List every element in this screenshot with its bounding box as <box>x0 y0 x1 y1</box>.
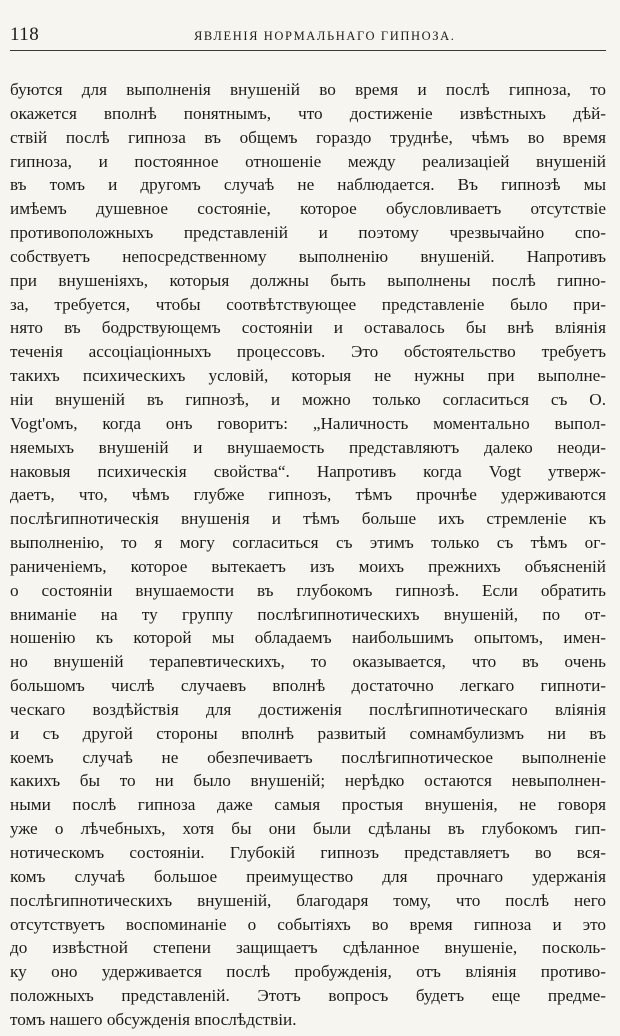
text-line: теченія ассоціаціонныхъ процессовъ. Это обстоятельство требуетъ <box>10 342 606 362</box>
text-line: но внушеній терапевтическихъ, то оказывается, что въ очень <box>10 652 606 672</box>
text-line: томъ нашего обсужденія впослѣдствіи. <box>10 1009 297 1029</box>
text-line: нято въ бодрствующемъ состояніи и оставалось бы внѣ вліянія <box>10 318 606 338</box>
text-line: и съ другой стороны вполнѣ развитый сомнамбулизмъ ни въ <box>10 723 606 743</box>
text-line: няемыхъ внушеній и внушаемость представляютъ далеко неоди- <box>10 437 606 457</box>
text-line: послѣгипнотическія внушенія и тѣмъ больше ихъ стремленіе къ <box>10 509 606 529</box>
text-line: раниченіемъ, которое вытекаетъ изъ моихъ прежнихъ объясненій <box>10 556 606 576</box>
text-line: послѣгипнотическихъ внушеній, благодаря тому, что послѣ него <box>10 890 606 910</box>
running-title: ЯВЛЕНІЯ НОРМАЛЬНАГО ГИПНОЗА. <box>194 29 456 43</box>
text-line: комъ случаѣ большое преимущество для прочнаго удержанія <box>10 866 606 886</box>
text-line: гипноза, и постоянное отношеніе между реализаціей внушеній <box>10 151 606 171</box>
text-line: ку оно удерживается послѣ пробужденія, отъ вліянія противо- <box>10 962 606 982</box>
text-line: о состояніи внушаемости въ глубокомъ гипнозѣ. Если обратить <box>10 580 606 600</box>
page-number: 118 <box>10 24 40 45</box>
page-header <box>10 22 606 51</box>
text-line: окажется вполнѣ понятнымъ, что достиженіе извѣстныхъ дѣй- <box>10 103 606 123</box>
text-line: собствуетъ непосредственному выполненію внушеній. Напротивъ <box>10 246 606 266</box>
text-line: ными послѣ гипноза даже самыя простыя внушенія, не говоря <box>10 795 606 815</box>
text-line: наковыя психическія свойства“. Напротивъ когда Vogt утверж- <box>10 461 606 481</box>
text-line: противоположныхъ представленій и поэтому чрезвычайно спо- <box>10 223 606 243</box>
text-line: Vogt'омъ, когда онъ говоритъ: „Наличность моментально выпол- <box>10 413 606 433</box>
text-line: имѣемъ душевное состояніе, которое обусловливаетъ отсутствіе <box>10 199 606 219</box>
text-line: вниманіе на ту группу послѣгипнотическихъ внушеній, по от- <box>10 604 606 624</box>
text-line: выполненію, то я могу согласиться съ этимъ только съ тѣмъ ог- <box>10 533 606 553</box>
text-line: ствій послѣ гипноза въ общемъ гораздо труднѣе, чѣмъ во время <box>10 127 606 147</box>
text-line: какихъ бы то ни было внушеній; нерѣдко остаются невыполнен- <box>10 771 606 791</box>
text-line: ніи внушеній въ гипнозѣ, и можно только согласиться съ О. <box>10 389 606 409</box>
text-line: при внушеніяхъ, которыя должны быть выполнены послѣ гипно- <box>10 270 606 290</box>
text-line: до извѣстной степени защищаетъ сдѣланное внушеніе, посколь- <box>10 938 606 958</box>
text-line: такихъ психическихъ условій, которыя не нужны при выполне- <box>10 366 606 386</box>
text-line: нотическомъ состояніи. Глубокій гипнозъ представляетъ во вся- <box>10 843 606 862</box>
text-line: буются для выполненія внушеній во время и послѣ гипноза, то <box>10 80 606 99</box>
text-line: уже о лѣчебныхъ, хотя бы они были сдѣланы въ глубокомъ гип- <box>10 819 606 839</box>
text-line: ношенію къ которой мы обладаемъ наибольшимъ опытомъ, имен- <box>10 628 606 648</box>
text-line: отсутствуетъ воспоминаніе о событіяхъ во время гипноза и это <box>10 914 606 934</box>
text-line: даетъ, что, чѣмъ глубже гипнозъ, тѣмъ прочнѣе удерживаются <box>10 485 606 505</box>
text-line: за, требуется, чтобы соотвѣтствующее представленіе было при- <box>10 294 606 314</box>
text-line: ческаго воздѣйствія для достиженія послѣгипнотическаго вліянія <box>10 699 606 719</box>
text-line: большомъ числѣ случаевъ вполнѣ достаточно легкаго гипноти- <box>10 676 606 696</box>
text-line: положныхъ представленій. Этотъ вопросъ будетъ еще предме- <box>10 986 606 1006</box>
body-text <box>10 78 606 1032</box>
text-line: въ томъ и другомъ случаѣ не наблюдается. Въ гипнозѣ мы <box>10 175 606 195</box>
text-line: коемъ случаѣ не обезпечиваетъ послѣгипнотическое выполненіе <box>10 747 606 767</box>
